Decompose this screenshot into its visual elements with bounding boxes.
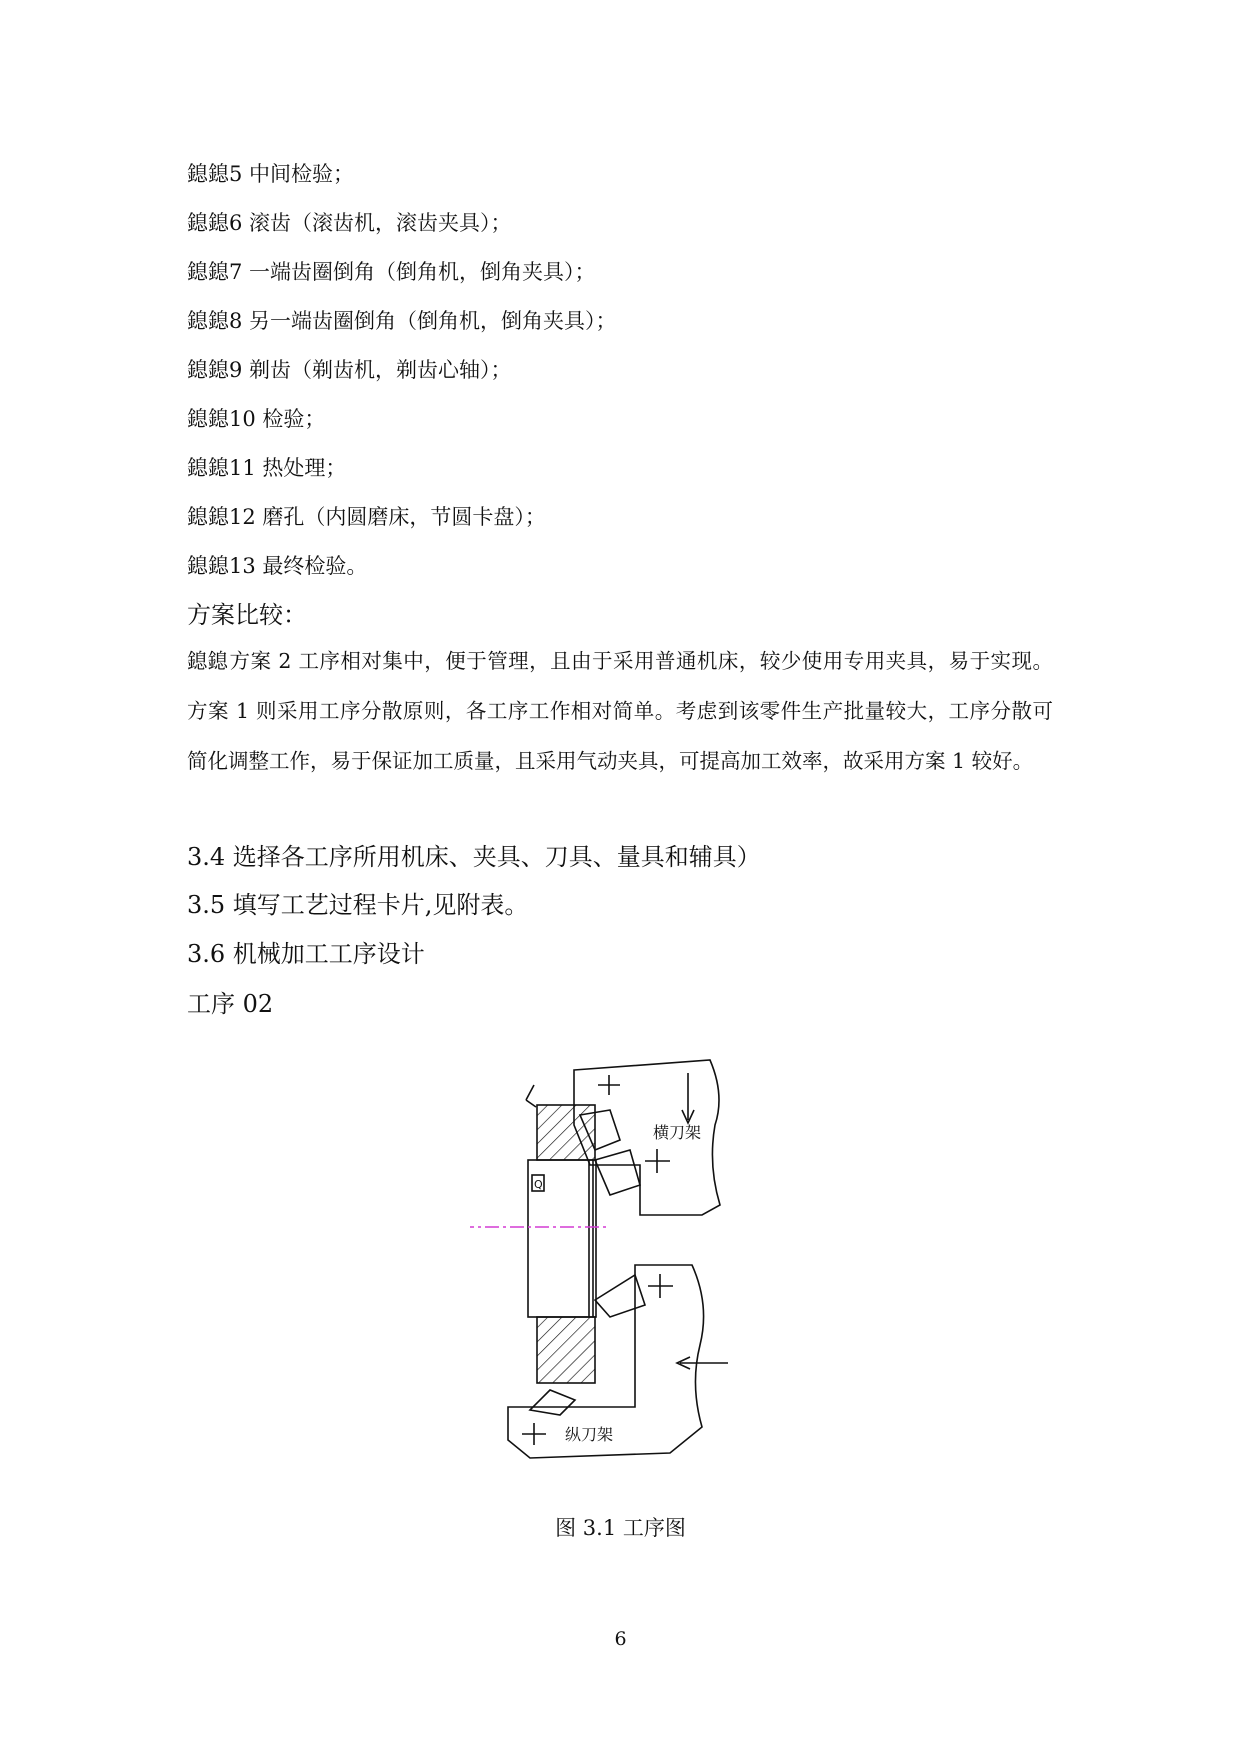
arrow-left [677,1357,728,1369]
process-title: 工序 02 [187,990,274,1018]
step-13: 鎴鎴13 最终检验。 [187,554,368,578]
paragraph-lead: 鎴鎴 [187,649,228,673]
step-6: 鎴鎴6 滚齿（滚齿机，滚齿夹具）； [187,211,512,235]
comparison-paragraph [187,636,1053,786]
arrow-down [682,1073,694,1123]
step-10: 鎴鎴10 检验； [187,407,326,431]
step-8: 鎴鎴8 另一端齿圈倒角（倒角机，倒角夹具）； [187,309,617,333]
clamp-mark [526,1085,536,1107]
cross-mark-2 [645,1149,670,1173]
tool-lower-2 [530,1390,575,1415]
figure-caption: 图 3.1 工序图 [555,1516,686,1540]
cross-mark-1 [598,1075,620,1095]
step-11: 鎴鎴11 热处理； [187,456,347,480]
section-3-4: 3.4 选择各工序所用机床、夹具、刀具、量具和辅具） [187,843,761,871]
section-3-6: 3.6 机械加工工序设计 [187,940,425,968]
bottom-tool-rest-label: 纵刀架 [565,1425,614,1444]
paragraph-body: 方案 2 工序相对集中，便于管理，且由于采用普通机床，较少使用专用夹具，易于实现。方案 1 则采用工序分散原则，各工序工作相对简单。考虑到该零件生产批量较大，工序分散可简化调整工作，易于保证加工质量，且采用气动夹具，可提高加工效率，故采用方案 1 较好。 [187,649,1053,773]
step-12: 鎴鎴12 磨孔（内圆磨床，节圆卡盘）； [187,505,546,529]
process-diagram [470,1055,770,1475]
comparison-heading: 方案比较： [187,601,307,629]
top-tool-rest-label: 横刀架 [653,1123,702,1142]
cross-mark-3 [648,1274,673,1298]
tool-upper-2 [595,1150,640,1195]
step-7: 鎴鎴7 一端齿圈倒角（倒角机，倒角夹具）； [187,260,596,284]
cross-mark-4 [522,1423,546,1445]
step-5: 鎴鎴5 中间检验； [187,162,355,186]
locator-label: Q [534,1178,543,1191]
page-number: 6 [614,1628,627,1650]
gear-hub-bottom [537,1317,595,1383]
section-3-5: 3.5 填写工艺过程卡片,见附表。 [187,891,529,919]
step-9: 鎴鎴9 剃齿（剃齿机，剃齿心轴）； [187,358,512,382]
tool-lower-1 [595,1275,645,1317]
